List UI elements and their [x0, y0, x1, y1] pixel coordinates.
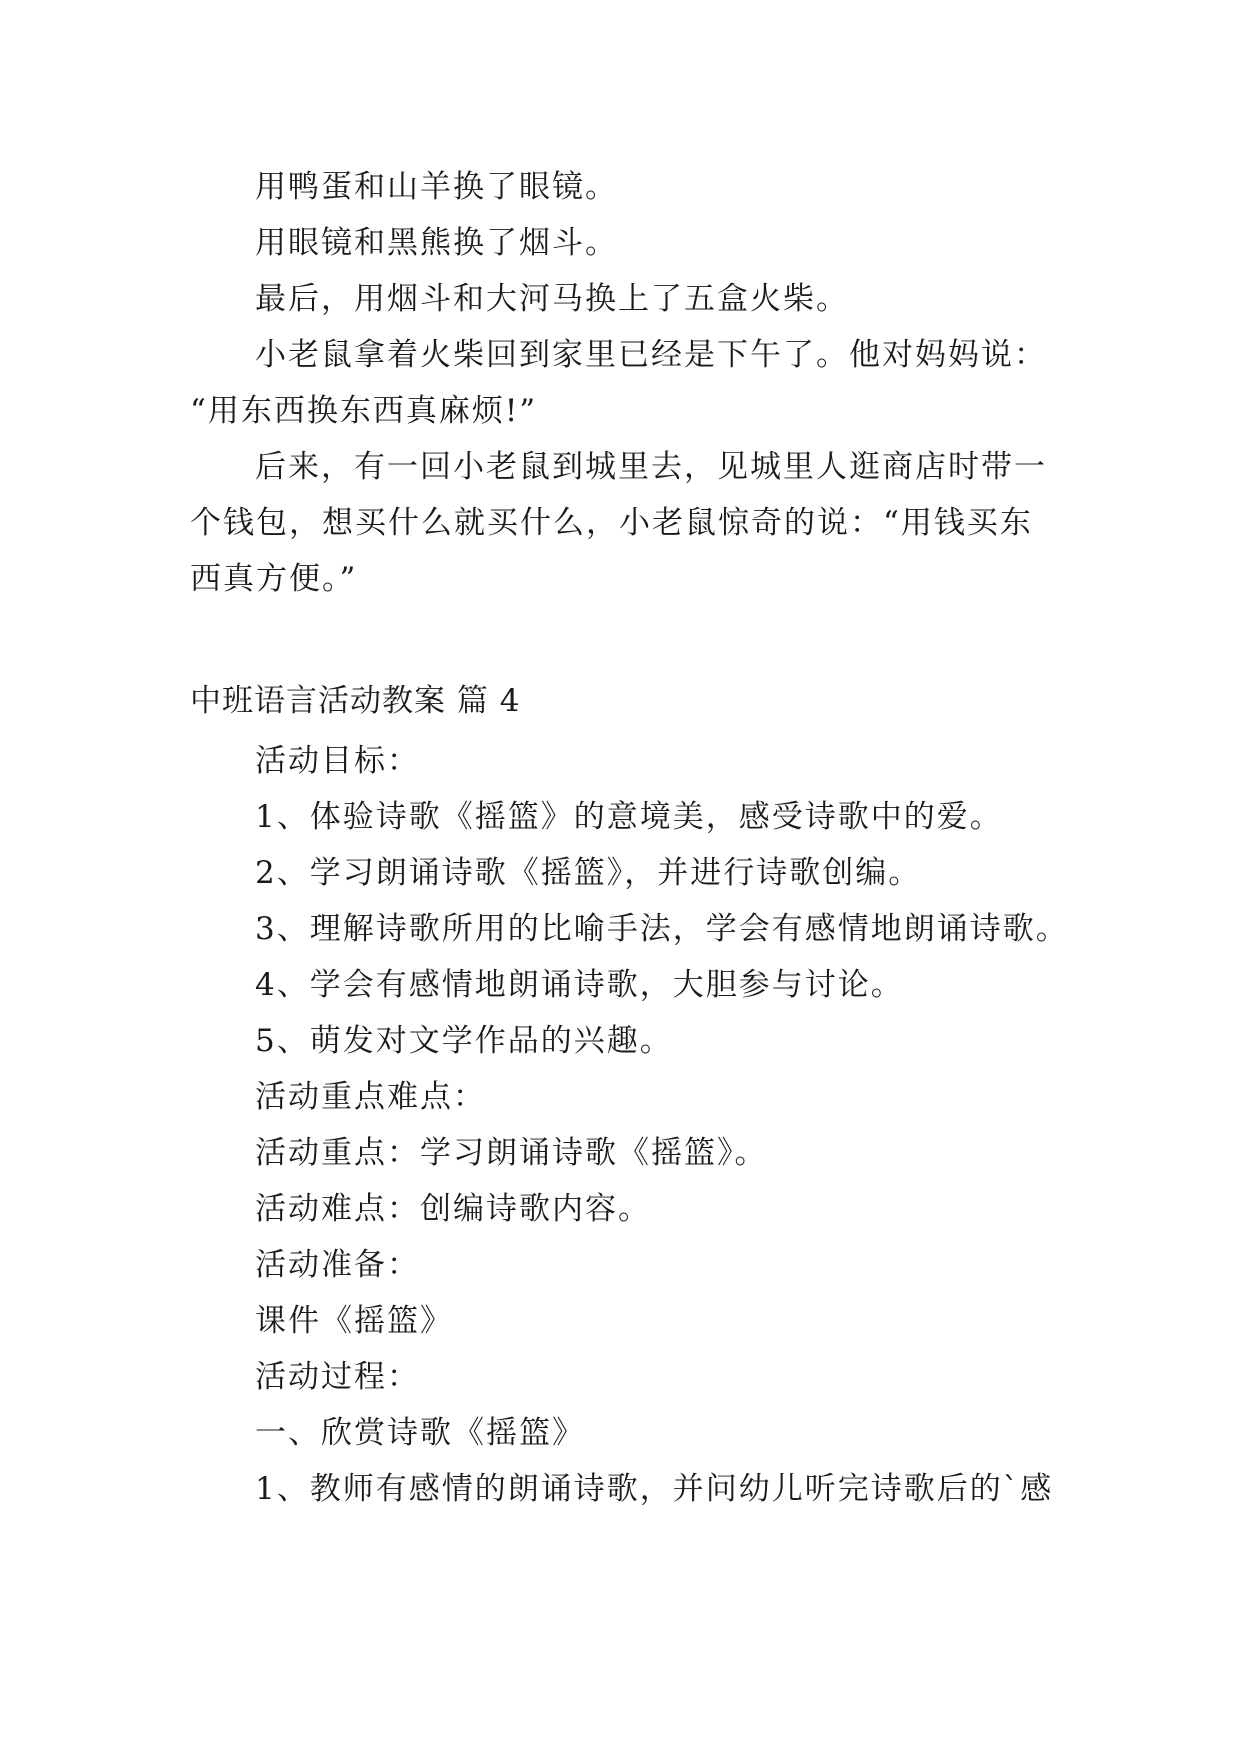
section-line: 1、教师有感情的朗诵诗歌，并问幼儿听完诗歌后的`感: [255, 1471, 1054, 1507]
section-line: 一、欣赏诗歌《摇篮》: [255, 1415, 585, 1451]
story-line: “用东西换东西真麻烦!”: [190, 393, 538, 429]
story-line: 西真方便。”: [190, 561, 358, 597]
section-line: 活动目标：: [255, 743, 420, 779]
section-line: 活动准备：: [255, 1247, 420, 1283]
story-line: 最后，用烟斗和大河马换上了五盒火柴。: [255, 281, 849, 317]
section-line: 课件《摇篮》: [255, 1303, 453, 1339]
section-line: 1、体验诗歌《摇篮》的意境美，感受诗歌中的爱。: [255, 799, 1003, 835]
section-line: 2、学习朗诵诗歌《摇篮》，并进行诗歌创编。: [255, 855, 922, 891]
story-line: 个钱包，想买什么就买什么，小老鼠惊奇的说：“用钱买东: [190, 505, 1033, 541]
section-line: 5、萌发对文学作品的兴趣。: [255, 1023, 673, 1059]
section-line: 活动过程：: [255, 1359, 420, 1395]
story-line: 用眼镜和黑熊换了烟斗。: [255, 225, 618, 261]
story-line: 用鸭蛋和山羊换了眼镜。: [255, 169, 618, 205]
story-line: 小老鼠拿着火柴回到家里已经是下午了。他对妈妈说：: [255, 337, 1047, 373]
story-line: 后来，有一回小老鼠到城里去，见城里人逛商店时带一: [255, 449, 1047, 485]
section-line: 3、理解诗歌所用的比喻手法，学会有感情地朗诵诗歌。: [255, 911, 1069, 947]
section-line: 4、学会有感情地朗诵诗歌，大胆参与讨论。: [255, 967, 904, 1003]
section-line: 活动重点难点：: [255, 1079, 486, 1115]
section-line: 活动重点：学习朗诵诗歌《摇篮》。: [255, 1135, 768, 1171]
section-line: 活动难点：创编诗歌内容。: [255, 1191, 651, 1227]
section-heading: 中班语言活动教案 篇 4: [190, 683, 521, 719]
